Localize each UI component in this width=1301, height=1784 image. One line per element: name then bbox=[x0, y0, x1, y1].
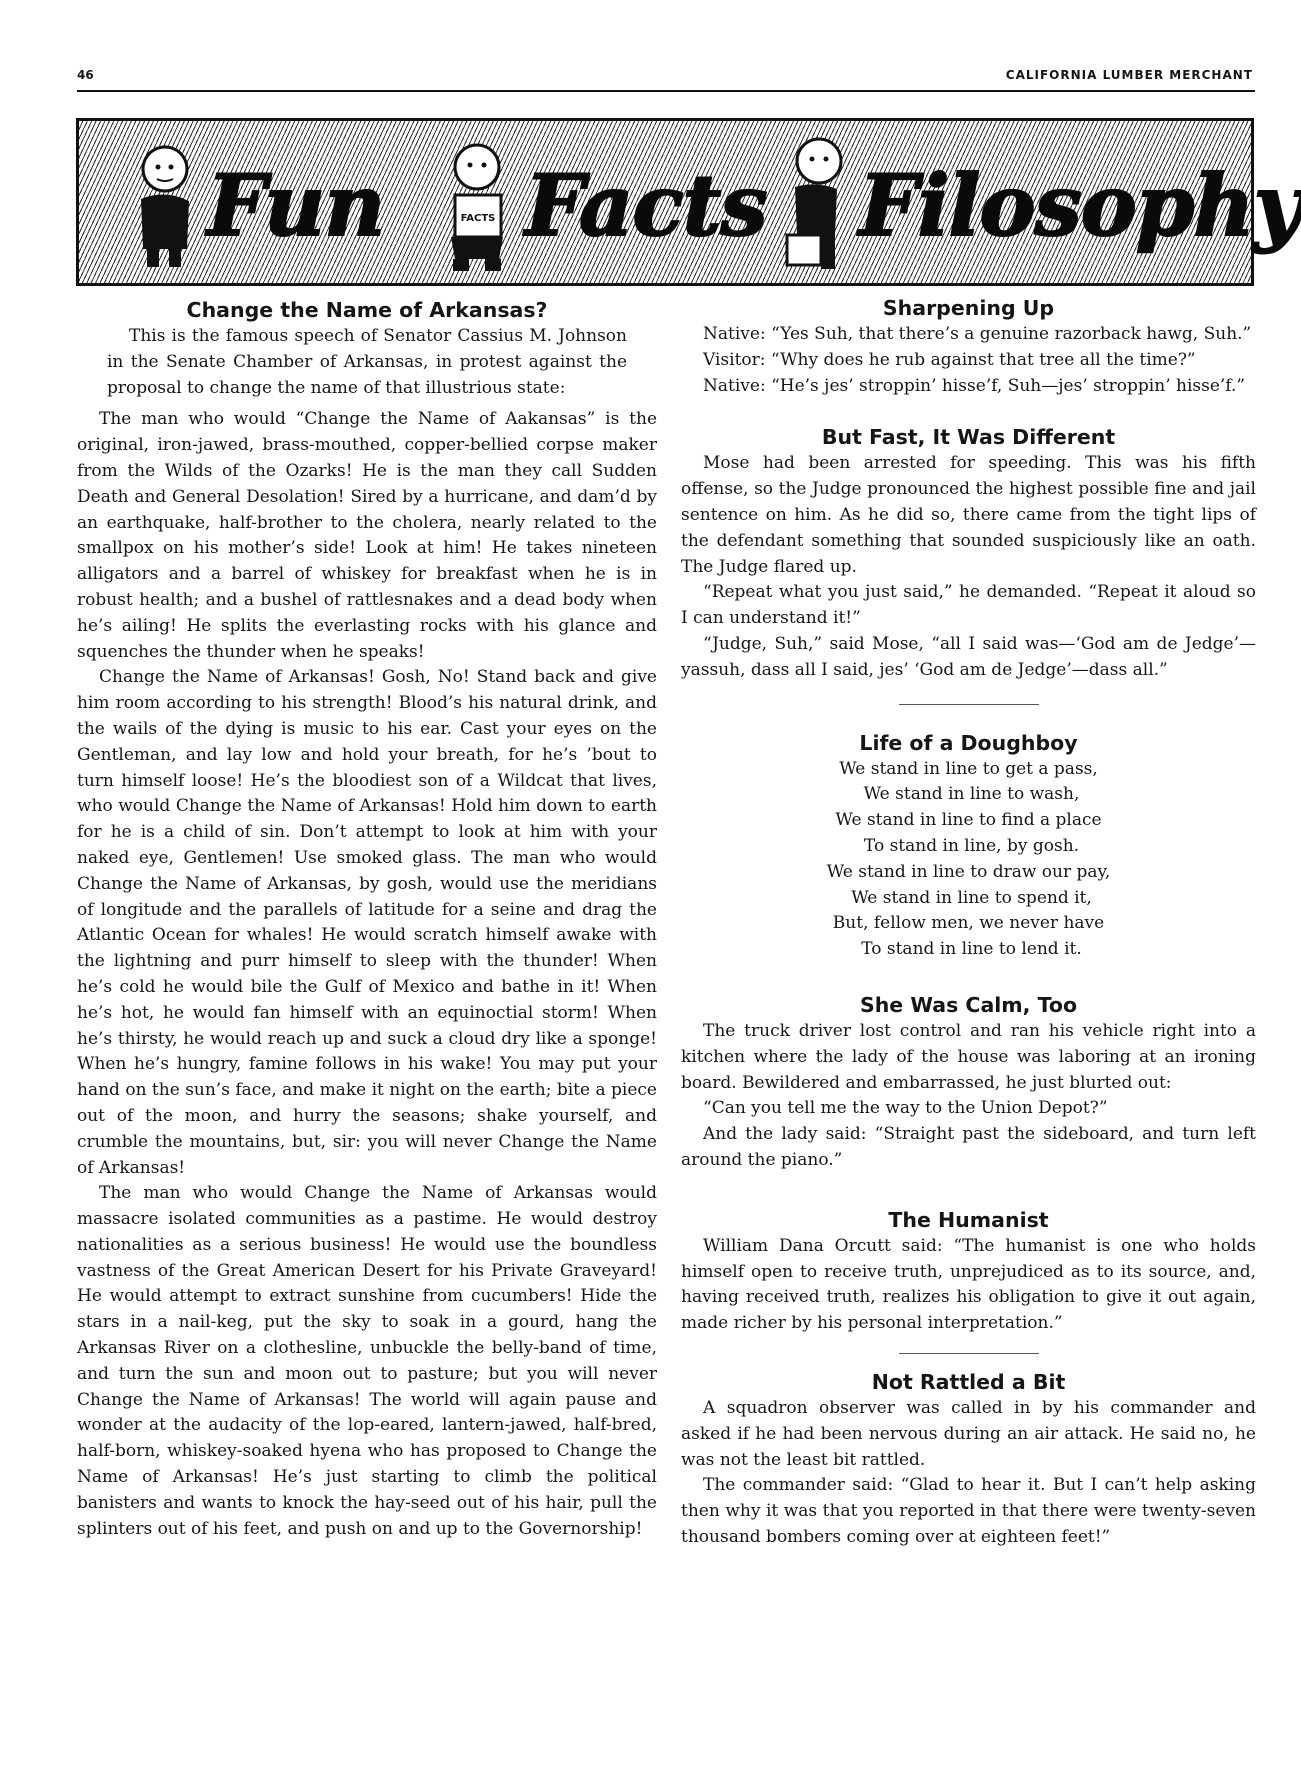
banner-word-filosophy: Filosophy bbox=[859, 156, 1301, 255]
poem-line: We stand in line to draw our pay, bbox=[826, 861, 1111, 882]
left-column bbox=[77, 296, 657, 1542]
speech-paragraph-3: The man who would Change the Name of Arkansas would massacre isolated communities as a pastime. He would destroy nationalities as a serious business! He would use the boundless vastness of the Great American Desert for his Private Graveyard! He would attempt to extract sunshine from cucumbers! Hide the stars in a nail-keg, put the sky to soak in a gourd, hang the Arkansas River on a clothesline, unbuckle the belly-band of time, and turn the sun and moon out to pasture; but you will never Change the Name of Arkansas! The world will again pause and wonder at the audacity of the lop-eared, lantern-jawed, half-bred, half-born, whiskey-soaked hyena who has proposed to Change the Name of Arkansas! He’s just starting to climb the political banisters and wants to knock the hay-seed out of his hair, pull the splinters out of his feet, and push on and up to the Governorship! bbox=[77, 1183, 657, 1539]
article-title-sharpening: Sharpening Up bbox=[882, 296, 1055, 320]
poem-line: We stand in line to wash, bbox=[863, 784, 1080, 805]
rattled-line-2: The commander said: “Glad to hear it. But I can’t help asking then why it was that you reported in that there were twenty-seven thousand bombers coming over at eighteen feet!” bbox=[681, 1475, 1256, 1547]
article-intro: This is the famous speech of Senator Cassius M. Johnson in the Senate Chamber of Arkansas, in protest against the proposal to change the name of that illustrious state: bbox=[107, 326, 627, 398]
section-banner bbox=[76, 118, 1301, 286]
speech-paragraph-1: The man who would “Change the Name of Aakansas” is the original, iron-jawed, brass-mouthed, copper-bellied corpse maker from the Wilds of the Ozarks! He is the man they call Sudden Death and General Desolation! Sired by a hurricane, and dam’d by an earthquake, half-brother to the cholera, nearly related to the smallpox on his mother’s side! Look at him! He takes nineteen alligators and a barrel of whiskey for breakfast when he is in robust health; and a bushel of rattlesnakes and a dead body when he’s ailing! He splits the everlasting rocks with his glance and squenches the thunder when he speaks! bbox=[77, 409, 657, 662]
page-number: 46 bbox=[77, 68, 94, 82]
article-title-fast: But Fast, It Was Different bbox=[821, 425, 1116, 450]
header-rule bbox=[77, 90, 1255, 92]
calm-line-2: “Can you tell me the way to the Union Depot?” bbox=[703, 1098, 1108, 1119]
rattled-line-1: A squadron observer was called in by his commander and asked if he had been nervous during an air attack. He said no, he was not the least bit rattled. bbox=[681, 1397, 1256, 1470]
poem-line: We stand in line to spend it, bbox=[851, 887, 1092, 908]
fast-line-2: “Repeat what you just said,” he demanded. “Repeat it aloud so I can understand it!” bbox=[681, 582, 1256, 629]
thinking-man-icon bbox=[775, 131, 853, 276]
poem-line: We stand in line to get a pass, bbox=[839, 758, 1098, 779]
publication-name: CALIFORNIA LUMBER MERCHANT bbox=[1005, 68, 1253, 82]
right-column bbox=[681, 296, 1256, 1551]
sharpening-line-2: Visitor: “Why does he rub against that tree all the time?” bbox=[703, 349, 1196, 370]
separator-rule bbox=[899, 1353, 1039, 1354]
poem-line: But, fellow men, we never have bbox=[832, 913, 1105, 934]
article-title-arkansas: Change the Name of Arkansas? bbox=[186, 298, 548, 322]
banner-word-facts: Facts bbox=[525, 156, 767, 255]
banner-word-fun: Fun bbox=[207, 156, 385, 255]
facts-sign-text: FACTS bbox=[460, 213, 496, 224]
humanist-line-1: William Dana Orcutt said: “The humanist is one who holds himself open to receive truth, unprejudiced as to its source, and, having received truth, realizes his obligation to give it out again, made richer by his personal interpretation.” bbox=[681, 1235, 1256, 1334]
calm-line-1: The truck driver lost control and ran his vehicle right into a kitchen where the lady of the house was laboring at an ironing board. Bewildered and embarrassed, he just blurted out: bbox=[681, 1020, 1256, 1093]
fast-line-1: Mose had been arrested for speeding. This was his fifth offense, so the Judge pronounced the highest possible fine and jail sentence on him. As he did so, there came from the tight lips of the defendant something that sounded suspiciously like an oath. The Judge flared up. bbox=[681, 453, 1256, 577]
article-title-rattled: Not Rattled a Bit bbox=[871, 1369, 1066, 1394]
poem-line: To stand in line to lend it. bbox=[861, 939, 1082, 960]
article-title-calm: She Was Calm, Too bbox=[859, 992, 1078, 1017]
article-title-humanist: The Humanist bbox=[888, 1207, 1049, 1232]
fast-line-3: “Judge, Suh,” said Mose, “all I said was—‘God am de Jedge’—yassuh, dass all I said, jes’ ‘God am de Jedge’—dass all.” bbox=[681, 633, 1256, 680]
separator-rule bbox=[899, 704, 1039, 705]
doughboy-poem bbox=[681, 757, 1256, 963]
sharpening-line-3: Native: “He’s jes’ stroppin’ hisse’f, Suh—jes’ stroppin’ hisse’f.” bbox=[703, 375, 1246, 396]
speech-paragraph-2: Change the Name of Arkansas! Gosh, No! Stand back and give him room according to his strength! Blood’s his natural drink, and the wails of the dying is music to his ear. Cast your eyes on the Gentleman, and lay low and hold your breath, for he’s ’bout to turn himself loose! He’s the bloodiest son of a Wildcat that lives, who would Change the Name of Arkansas! Hold him down to earth for he is a child of sin. Don’t attempt to look at him with your naked eye, Gentlemen! Use smoked glass. The man who would Change the Name of Arkansas, by gosh, would use the meridians of longitude and the parallels of latitude for a seine and drag the Atlantic Ocean for whales! He would scratch himself awake with the lightning and purr himself to sleep with the thunder! When he’s cold he would bile the Gulf of Mexico and bathe in it! When he’s hot, he would fan himself with an equinoctial storm! When he’s thirsty, he would reach up and suck a cloud dry like a sponge! When he’s hungry, famine follows in his wake! You may put your hand on the sun’s face, and make it night on the earth; bite a piece out of the moon, and hurry the seasons; shake yourself, and crumble the mountains, but, sir: you will never Change the Name of Arkansas! bbox=[77, 667, 657, 1178]
poem-line: We stand in line to find a place bbox=[835, 810, 1102, 831]
cartoon-man-icon bbox=[129, 139, 199, 269]
article-title-doughboy: Life of a Doughboy bbox=[859, 730, 1078, 755]
reading-man-icon bbox=[437, 139, 517, 274]
poem-line: To stand in line, by gosh. bbox=[863, 835, 1080, 856]
sharpening-line-1: Native: “Yes Suh, that there’s a genuine razorback hawg, Suh.” bbox=[703, 324, 1252, 344]
calm-line-3: And the lady said: “Straight past the sideboard, and turn left around the piano.” bbox=[681, 1124, 1256, 1170]
